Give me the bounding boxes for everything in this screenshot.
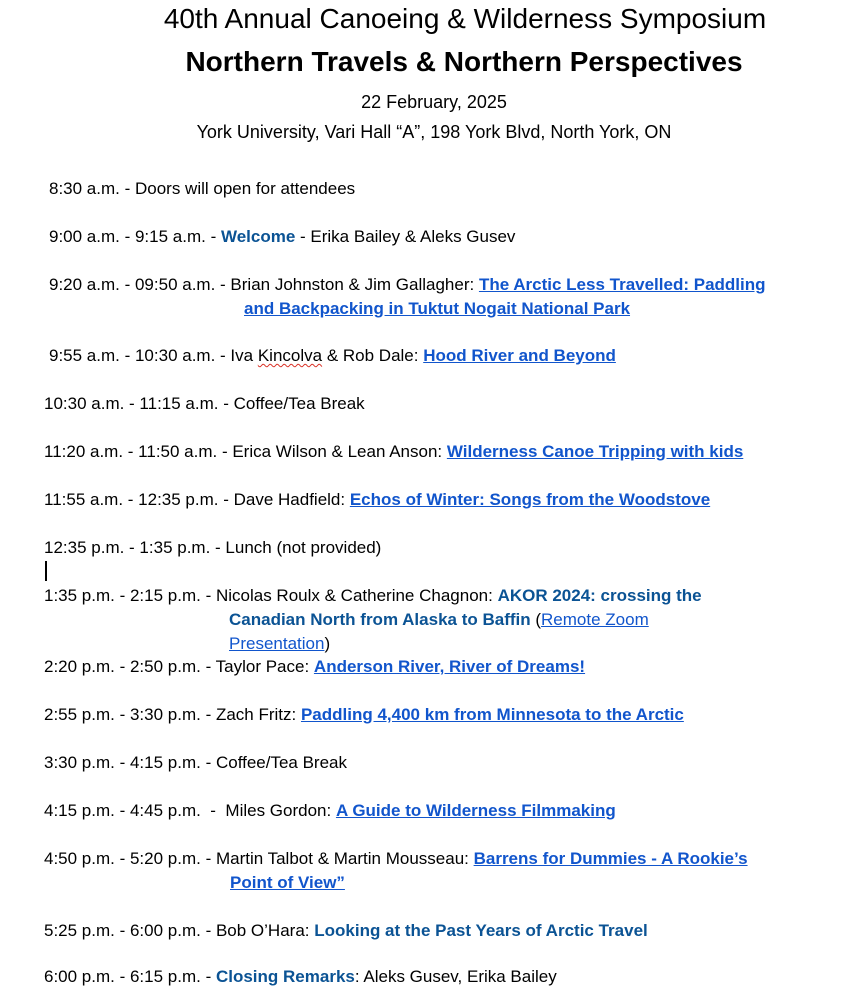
- schedule-item: [49, 177, 355, 201]
- schedule-item: [44, 392, 365, 416]
- schedule-text: 12:35 p.m. - 1:35 p.m. - Lunch (not provided): [44, 538, 382, 557]
- schedule-text: 3:30 p.m. - 4:15 p.m. - Coffee/Tea Break: [44, 753, 348, 772]
- session-title: Welcome: [220, 227, 296, 246]
- schedule-item: [49, 344, 616, 368]
- schedule-item: [44, 919, 648, 943]
- schedule-speakers: : Aleks Gusev, Erika Bailey: [354, 967, 557, 986]
- schedule-item-continuation: [229, 632, 330, 656]
- session-link[interactable]: Hood River and Beyond: [423, 346, 616, 365]
- session-link[interactable]: Wilderness Canoe Tripping with kids: [446, 442, 744, 461]
- session-link[interactable]: Echos of Winter: Songs from the Woodstove: [349, 490, 711, 509]
- schedule-time-speakers: 9:55 a.m. - 10:30 a.m. - Iva: [49, 346, 258, 365]
- schedule-item: [44, 655, 585, 679]
- schedule-time: 6:00 p.m. - 6:15 p.m. -: [44, 967, 216, 986]
- schedule-item: [44, 536, 381, 560]
- schedule-time-speakers: 2:55 p.m. - 3:30 p.m. - Zach Fritz:: [44, 705, 301, 724]
- session-link[interactable]: and Backpacking in Tuktut Nogait National Park: [244, 299, 631, 318]
- schedule-item: [44, 488, 710, 512]
- session-link[interactable]: Anderson River, River of Dreams!: [313, 657, 586, 676]
- schedule-text: 8:30 a.m. - Doors will open for attendees: [49, 179, 356, 198]
- schedule-text: 10:30 a.m. - 11:15 a.m. - Coffee/Tea Break: [44, 394, 365, 413]
- schedule-item: [44, 847, 748, 871]
- text-cursor: [45, 561, 47, 581]
- schedule-item-continuation: [229, 608, 649, 632]
- schedule-item: [49, 273, 766, 297]
- misspelled-word[interactable]: Kincolva: [257, 346, 323, 365]
- schedule-time-speakers: 5:25 p.m. - 6:00 p.m. - Bob O’Hara:: [44, 921, 315, 940]
- session-link[interactable]: Point of View”: [230, 873, 345, 892]
- schedule-item: [44, 440, 743, 464]
- paren-open: (: [530, 610, 542, 629]
- session-title: AKOR 2024: crossing the: [497, 586, 702, 605]
- schedule-item-continuation: [244, 297, 630, 321]
- schedule-time-speakers: 11:20 a.m. - 11:50 a.m. - Erica Wilson & Lean Anson:: [44, 442, 447, 461]
- schedule-item: [44, 584, 702, 608]
- schedule-time-speakers: 4:15 p.m. - 4:45 p.m. - Miles Gordon:: [44, 801, 336, 820]
- schedule-time-speakers: 2:20 p.m. - 2:50 p.m. - Taylor Pace:: [44, 657, 314, 676]
- schedule-item: [44, 703, 684, 727]
- schedule-speakers: - Erika Bailey & Aleks Gusev: [295, 227, 516, 246]
- session-link[interactable]: Barrens for Dummies - A Rookie’s: [473, 849, 748, 868]
- schedule-time-speakers: 1:35 p.m. - 2:15 p.m. - Nicolas Roulx & Catherine Chagnon:: [44, 586, 498, 605]
- session-link[interactable]: A Guide to Wilderness Filmmaking: [335, 801, 616, 820]
- event-title: 40th Annual Canoeing & Wilderness Symposium: [163, 3, 767, 34]
- schedule-time: 9:00 a.m. - 9:15 a.m. -: [49, 227, 221, 246]
- remote-zoom-link[interactable]: Presentation: [229, 634, 325, 653]
- schedule-item: [44, 799, 616, 823]
- event-venue: York University, Vari Hall “A”, 198 York Blvd, North York, ON: [196, 122, 672, 142]
- session-title: Closing Remarks: [215, 967, 355, 986]
- event-subtitle: Northern Travels & Northern Perspectives: [185, 46, 743, 77]
- schedule-item-continuation: [230, 871, 345, 895]
- session-link[interactable]: The Arctic Less Travelled: Paddling: [478, 275, 766, 294]
- schedule-time-speakers: 4:50 p.m. - 5:20 p.m. - Martin Talbot & Martin Mousseau:: [44, 849, 474, 868]
- event-date: 22 February, 2025: [361, 92, 507, 112]
- schedule-speakers: & Rob Dale:: [322, 346, 424, 365]
- session-title: Canadian North from Alaska to Baffin: [229, 610, 531, 629]
- schedule-time-speakers: 9:20 a.m. - 09:50 a.m. - Brian Johnston & Jim Gallagher:: [49, 275, 479, 294]
- schedule-item: [49, 225, 515, 249]
- schedule-time-speakers: 11:55 a.m. - 12:35 p.m. - Dave Hadfield:: [44, 490, 350, 509]
- session-title: Looking at the Past Years of Arctic Travel: [314, 921, 648, 940]
- schedule-item: [44, 965, 557, 989]
- paren-close: ): [324, 634, 331, 653]
- remote-zoom-link[interactable]: Remote Zoom: [541, 610, 649, 629]
- schedule-item: [44, 751, 347, 775]
- session-link[interactable]: Paddling 4,400 km from Minnesota to the Arctic: [300, 705, 684, 724]
